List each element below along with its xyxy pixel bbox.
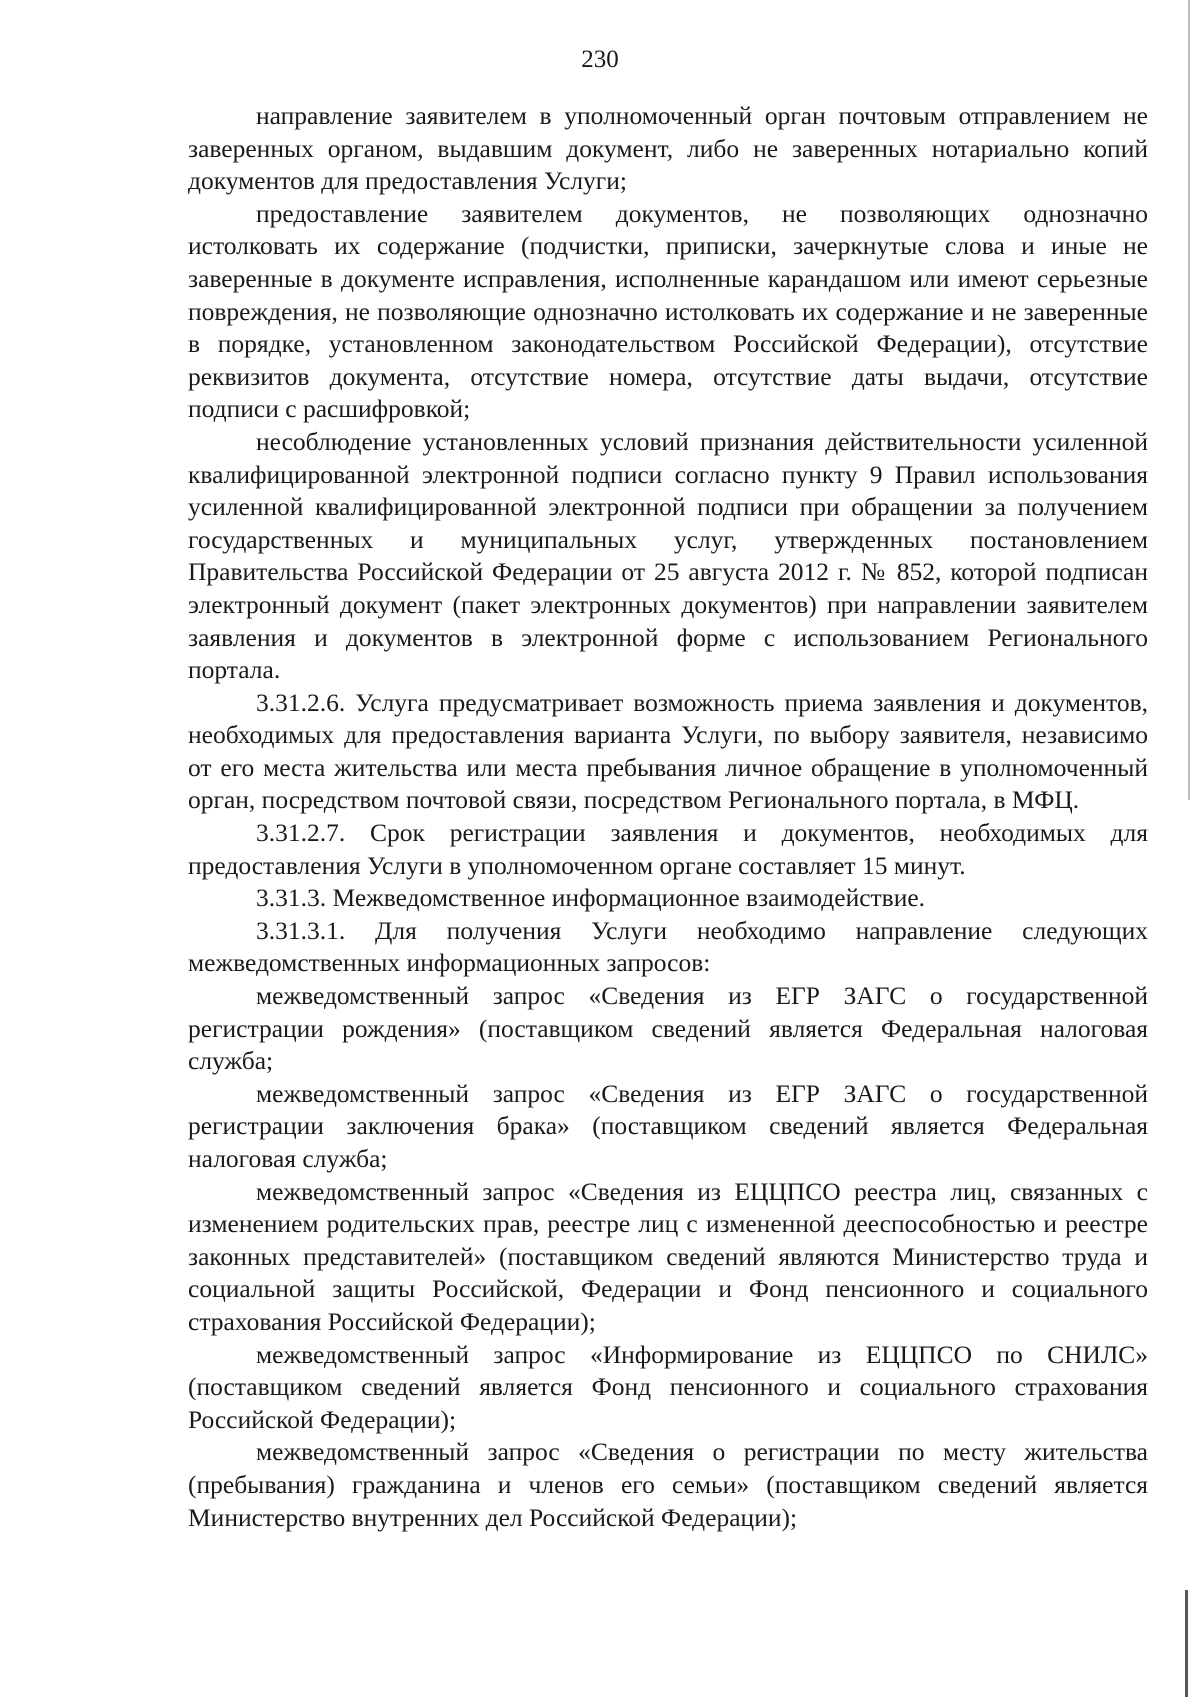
paragraph-ambiguous-documents: предоставление заявителем документов, не позволяющих однозначно истолковать их содержание (подчистки, приписки, зачеркнутые слова и иные не заверенные в документе исправления, исполненные карандашом или имеют серьезные повреждения, не позволяющие однозначно истолковать их содержание и не заверенные в порядке, установленном законодательством Российской Федерации), отсутствие реквизитов документа, отсутствие номера, отсутствие даты выдачи, отсутствие подписи с расшифровкой; [188,198,1148,424]
paragraph-request-marriage: межведомственный запрос «Сведения из ЕГР ЗАГС о государственной регистрации заключения брака» (поставщиком сведений является Федеральная налоговая служба; [188,1078,1148,1173]
document-body [188,100,1148,1534]
paragraph-request-residence: межведомственный запрос «Сведения о регистрации по месту жительства (пребывания) гражданина и членов его семьи» (поставщиком сведений является Министерство внутренних дел Российской Федерации); [188,1437,1148,1532]
paragraph-request-parental-rights: межведомственный запрос «Сведения из ЕЦЦПСО реестра лиц, связанных с изменением родительских прав, реестре лиц с измененной дееспособностью и реестре законных представителей» (поставщиком сведений являются Министерство труда и социальной защиты Российской, Федерации и Фонд пенсионного и социального страхования Российской Федерации); [188,1176,1148,1336]
paragraph-3-31-3-1: 3.31.3.1. Для получения Услуги необходимо направление следующих межведомственных информационных запросов: [188,915,1148,978]
scan-margin-line-bottom [1185,1590,1188,1697]
paragraph-request-snils: межведомственный запрос «Информирование из ЕЦЦПСО по СНИЛС» (поставщиком сведений является Фонд пенсионного и социального страхования Российской Федерации); [188,1339,1148,1434]
paragraph-3-31-2-6: 3.31.2.6. Услуга предусматривает возможность приема заявления и документов, необходимых для предоставления варианта Услуги, по выбору заявителя, независимо от его места жительства или места пребывания личное обращение в уполномоченный орган, посредством почтовой связи, посредством Регионального портала, в МФЦ. [188,687,1148,815]
scan-margin-line-top [1188,0,1190,800]
page-number: 230 [581,46,619,73]
paragraph-request-birth: межведомственный запрос «Сведения из ЕГР ЗАГС о государственной регистрации рождения» (поставщиком сведений является Федеральная налоговая служба; [188,981,1148,1076]
paragraph-3-31-2-7: 3.31.2.7. Срок регистрации заявления и документов, необходимых для предоставления Услуги в уполномоченном органе составляет 15 минут. [188,818,1148,880]
paragraph-electronic-signature: несоблюдение установленных условий признания действительности усиленной квалифицированной электронной подписи согласно пункту 9 Правил использования усиленной квалифицированной электронной подписи при обращении за получением государственных и муниципальных услуг, утвержденных постановлением Правительства Российской Федерации от 25 августа 2012 г. № 852, которой подписан электронный документ (пакет электронных документов) при направлении заявителем заявления и документов в электронной форме с использованием Регионального портала. [188,426,1148,685]
paragraph-postal-uncertified-copies: направление заявителем в уполномоченный орган почтовым отправлением не заверенных органом, выдавшим документ, либо не заверенных нотариально копий документов для предоставления Услуги; [188,101,1148,196]
paragraph-3-31-3: 3.31.3. Межведомственное информационное взаимодействие. [256,883,926,913]
